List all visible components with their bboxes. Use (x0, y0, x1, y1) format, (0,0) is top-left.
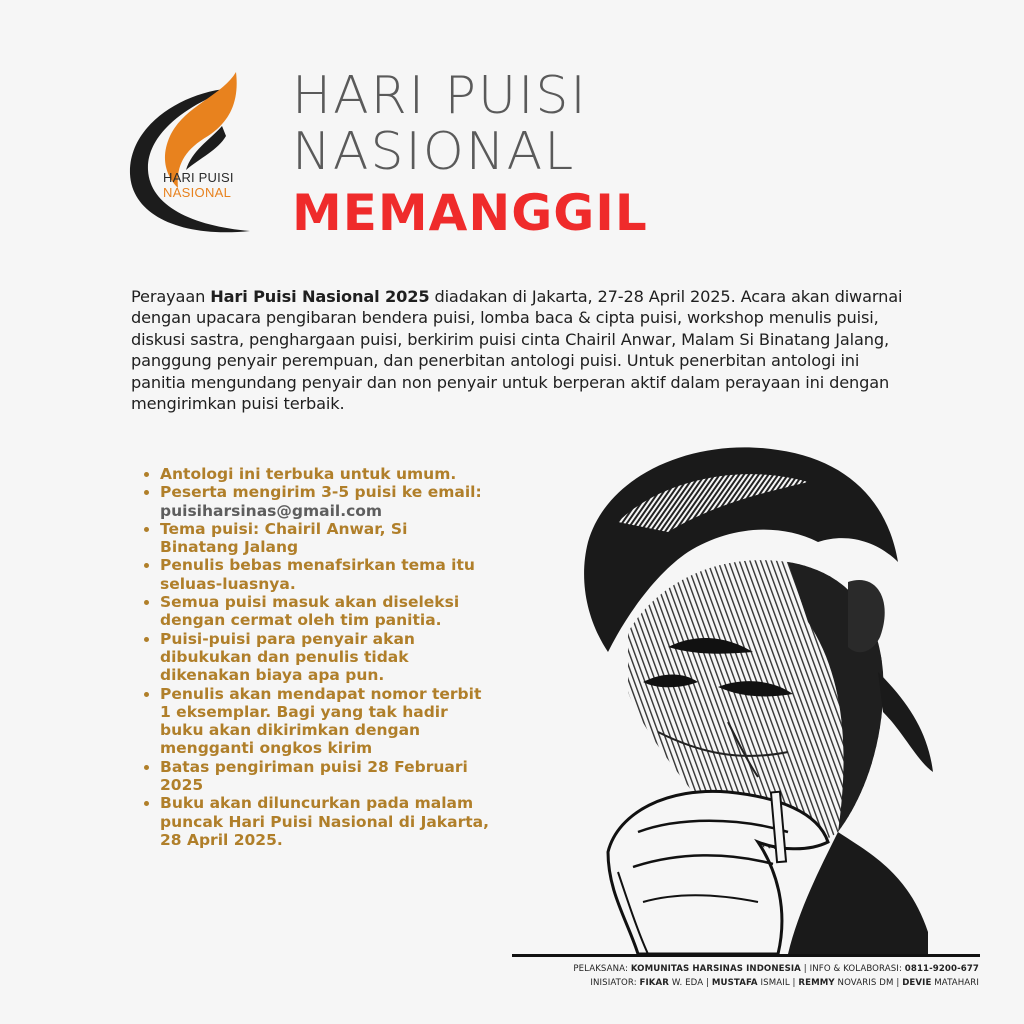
email-link[interactable]: puisiharsinas@gmail.com (160, 501, 383, 520)
info-phone: 0811-9200-677 (904, 964, 979, 974)
initiator-rest: W. EDA | (669, 978, 712, 988)
list-item-text: Peserta mengirim 3-5 puisi ke email: (160, 483, 482, 502)
inisiator-label: INISIATOR: (590, 978, 640, 988)
title-line-2: NASIONAL (292, 122, 576, 182)
page-title (292, 68, 648, 244)
list-item (160, 520, 490, 557)
list-item (160, 630, 490, 685)
footer-initiator-line (459, 978, 979, 988)
list-item (160, 593, 490, 630)
pelaksana-name: KOMUNITAS HARSINAS INDONESIA (630, 964, 801, 974)
title-line-3: MEMANGGIL (292, 184, 648, 242)
logo-line-2: NASIONAL (163, 185, 232, 200)
initiator-name: FIKAR (639, 978, 670, 988)
list-item-text: Tema puisi: Chairil Anwar, Si Binatang Jalang (160, 519, 408, 557)
list-item-text: Penulis bebas menafsirkan tema itu seluas-luasnya. (160, 556, 475, 593)
hari-puisi-logo (122, 66, 252, 236)
intro-bold: Hari Puisi Nasional 2025 (210, 287, 430, 306)
list-item-text: Batas pengiriman puisi 28 Februari 2025 (160, 757, 468, 795)
title-line-1: HARI PUISI (292, 66, 588, 126)
list-item (160, 465, 490, 483)
initiator-name: MUSTAFA (711, 978, 758, 988)
list-item-text: Buku akan diluncurkan pada malam puncak Hari Puisi Nasional di Jakarta, 28 April 2025. (160, 794, 489, 849)
footer-organizer-line (459, 964, 979, 974)
initiator-rest: NOVARIS DM | (834, 978, 903, 988)
footer-divider (512, 954, 980, 957)
intro-rest: diadakan di Jakarta, 27-28 April 2025. Acara akan diwarnai dengan upacara pengibaran bendera puisi, lomba baca & cipta puisi, workshop menulis puisi, diskusi sastra, penghargaan puisi, berkirim puisi cinta Chairil Anwar, Malam Si Binatang Jalang, panggung penyair perempuan, dan penerbitan antologi puisi. Untuk penerbitan antologi ini panitia mengundang penyair dan non penyair untuk berperan aktif dalam perayaan ini dengan mengirimkan puisi terbaik. (131, 287, 903, 414)
list-item (160, 758, 490, 795)
initiator-rest: MATAHARI (931, 978, 979, 988)
list-item-text: Puisi-puisi para penyair akan dibukukan dan penulis tidak dikenakan biaya apa pun. (160, 629, 415, 685)
list-item-text: Antologi ini terbuka untuk umum. (160, 465, 457, 483)
list-item (160, 483, 490, 520)
initiator-name: REMMY (798, 978, 835, 988)
requirements-list (140, 465, 490, 849)
list-item-text: Semua puisi masuk akan diseleksi dengan cermat oleh tim panitia. (160, 593, 460, 630)
chairil-anwar-portrait (548, 432, 948, 954)
list-item (160, 685, 490, 758)
list-item-text: Penulis akan mendapat nomor terbit 1 eksemplar. Bagi yang tak hadir buku akan dikirimkan dengan mengganti ongkos kirim (160, 684, 482, 758)
pelaksana-label: PELAKSANA: (573, 964, 631, 974)
logo-wordmark (163, 170, 234, 200)
logo-line-1: HARI PUISI (163, 170, 234, 185)
list-item (160, 794, 490, 849)
info-label: | INFO & KOLABORASI: (800, 964, 905, 974)
intro-lead: Perayaan (131, 287, 211, 306)
initiator-rest: ISMAIL | (757, 978, 799, 988)
intro-paragraph (131, 286, 911, 414)
initiator-name: DEVIE (902, 978, 932, 988)
list-item (160, 556, 490, 593)
